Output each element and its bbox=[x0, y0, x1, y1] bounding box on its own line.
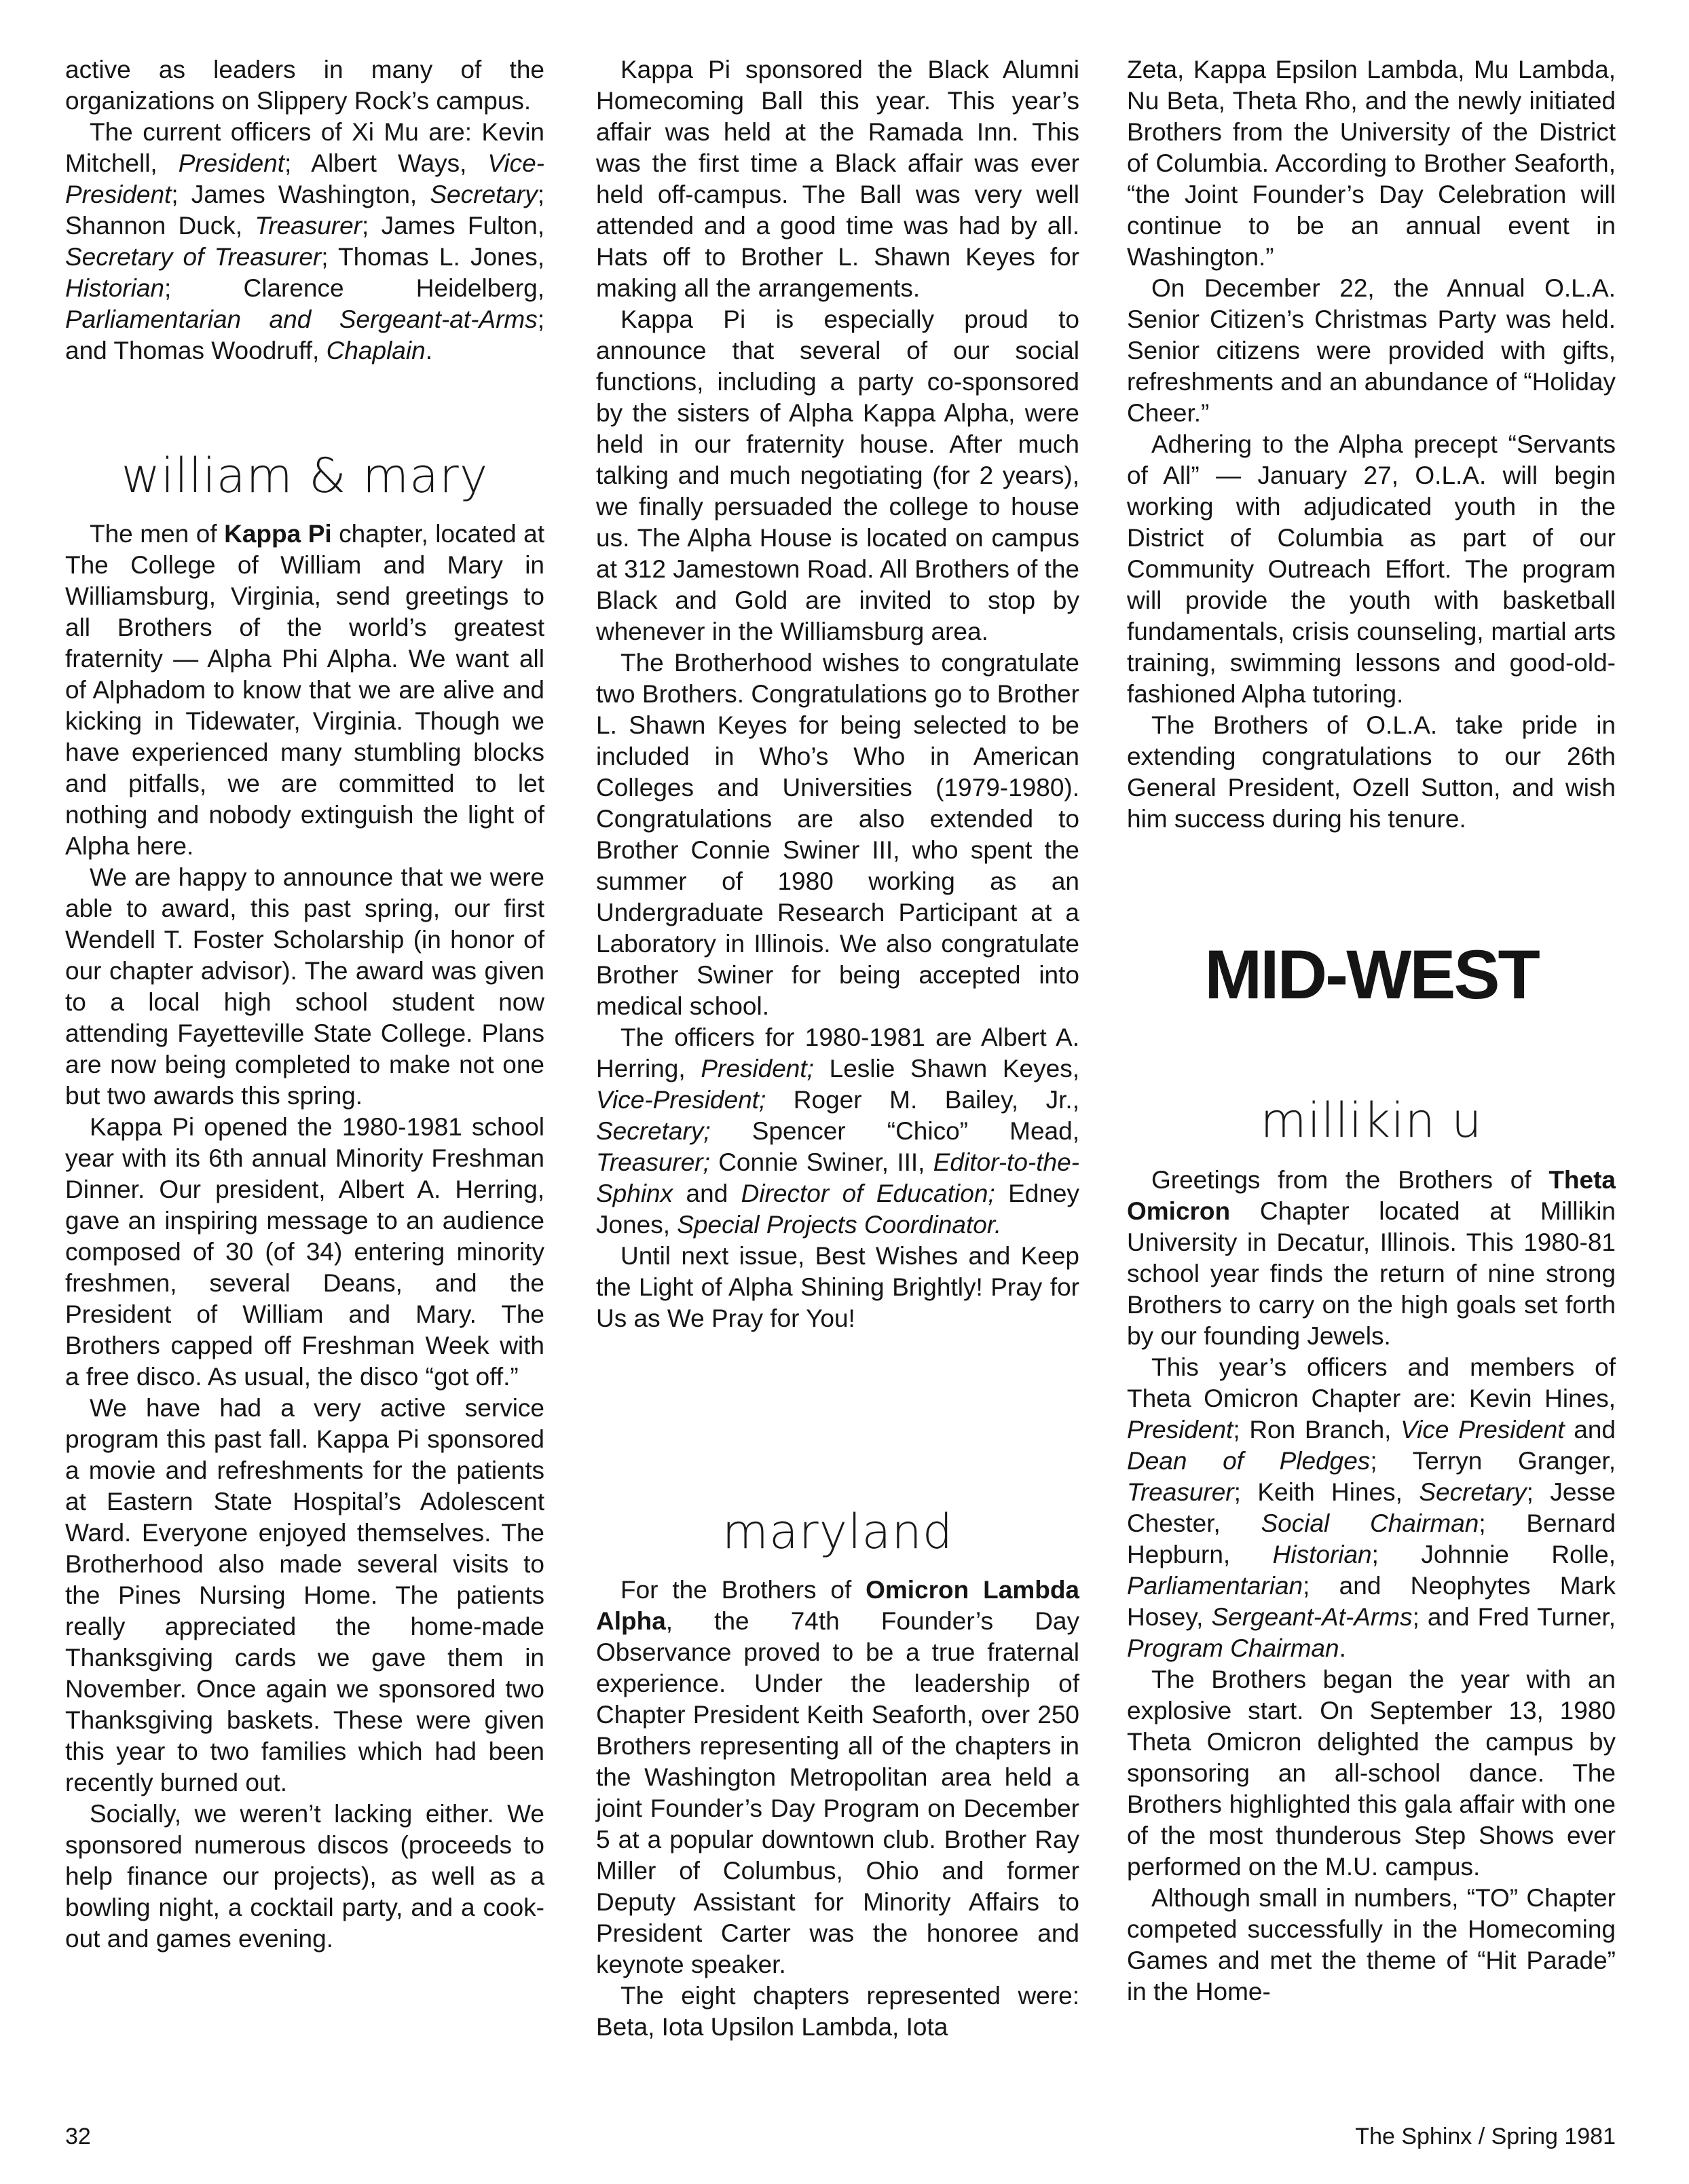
text-run: ; Terryn Granger, bbox=[1370, 1447, 1616, 1475]
text-run: We have had a very active service program this past fall. Kappa Pi sponsored a movie and refreshments for the patients at Eastern State Hospital’s Adolescent Ward. Everyone enjoyed themselves. The Brotherhood also made several visits to the Pines Nursing Home. The patients really appreciated the home-made Thanksgiving cards we gave them in November. Once again we sponsored two Thanksgiving baskets. These were given this year to two families which had been recently burned out. bbox=[65, 1394, 544, 1796]
text-run: Socially, we weren’t lacking either. We sponsored numerous discos (proceeds to help finance our projects), as well as a bowling night, a cocktail party, and a cook-out and games evening. bbox=[65, 1800, 544, 1953]
paragraph bbox=[596, 647, 1079, 1022]
text-run: The eight chapters represented were: Beta, Iota Upsilon Lambda, Iota bbox=[596, 1982, 1079, 2041]
text-run: Adhering to the Alpha precept “Servants of All” — January 27, O.L.A. will begin working with adjudicated youth in the District of Columbia as part of our Community Outreach Effort. The program will provide the youth with basketball fundamentals, crisis counseling, martial arts training, swimming lessons and good-old-fashioned Alpha tutoring. bbox=[1127, 430, 1616, 708]
italic-text: Chaplain bbox=[326, 337, 426, 364]
text-run: The men of bbox=[90, 520, 225, 548]
italic-text: Secretary bbox=[1419, 1478, 1527, 1506]
text-run: Chapter located at Millikin University in Decatur, Illinois. This 1980-81 school year finds the return of nine strong Brothers to carry on the high goals set forth by our founding Jewels. bbox=[1127, 1197, 1616, 1350]
paragraph bbox=[596, 1022, 1079, 1241]
text-run: Leslie Shawn Keyes, bbox=[813, 1055, 1079, 1082]
column-left bbox=[65, 54, 544, 1955]
italic-text: Editor-to-the-Sphinx bbox=[596, 1148, 1079, 1207]
italic-text: Director of Education; bbox=[741, 1180, 995, 1207]
text-run: ; Jesse Chester, bbox=[1127, 1478, 1616, 1537]
paragraph bbox=[596, 304, 1079, 647]
paragraph bbox=[596, 54, 1079, 304]
italic-text: Treasurer bbox=[1127, 1478, 1234, 1506]
section-heading-millikin-u: millikin u bbox=[1260, 1093, 1483, 1148]
region-heading-mid-west: MID-WEST bbox=[1204, 936, 1538, 1013]
text-run: The Brothers of O.L.A. take pride in extending congratulations to our 26th General President, Ozell Sutton, and wish him success during his tenure. bbox=[1127, 711, 1616, 833]
text-run: Although small in numbers, “TO” Chapter competed successfully in the Homecoming Games and met the theme of “Hit Parade” in the Home- bbox=[1127, 1884, 1616, 2006]
italic-text: President bbox=[178, 149, 285, 177]
text-run: Connie Swiner, III, bbox=[709, 1148, 933, 1176]
text-run: chapter, located at The College of William and Mary in Williamsburg, Virginia, send greetings to all Brothers of the world’s greatest fraternity — Alpha Phi Alpha. We want all of Alphadom to know that we are alive and kicking in Tidewater, Virginia. Though we have experienced many stumbling blocks and pitfalls, we are committed to let nothing and nobody extinguish the light of Alpha here. bbox=[65, 520, 544, 860]
text-run: . bbox=[425, 337, 432, 364]
publication-footer: The Sphinx / Spring 1981 bbox=[1355, 2124, 1616, 2149]
text-run: Spencer “Chico” Mead, bbox=[710, 1117, 1079, 1145]
paragraph bbox=[65, 519, 544, 862]
paragraph bbox=[65, 117, 544, 366]
text-run: ; James Fulton, bbox=[362, 212, 544, 240]
italic-text: Historian bbox=[1272, 1541, 1372, 1568]
section-heading-maryland: maryland bbox=[722, 1504, 954, 1560]
text-run: On December 22, the Annual O.L.A. Senior Citizen’s Christmas Party was held. Senior citizens were provided with gifts, refreshments and an abundance of “Holiday Cheer.” bbox=[1127, 274, 1616, 427]
italic-text: Treasurer bbox=[255, 212, 362, 240]
paragraph bbox=[1127, 429, 1616, 710]
text-run: We are happy to announce that we were able to award, this past spring, our first Wendell T. Foster Scholarship (in honor of our chapter advisor). The award was given to a local high school student now attending Fayetteville State College. Plans are now being completed to make not one but two awards this spring. bbox=[65, 863, 544, 1110]
page-number: 32 bbox=[65, 2124, 91, 2149]
italic-text: Secretary; bbox=[596, 1117, 711, 1145]
italic-text: President bbox=[1127, 1416, 1233, 1444]
italic-text: Secretary of Treasurer bbox=[65, 243, 322, 271]
text-run: . bbox=[1339, 1634, 1346, 1662]
paragraph bbox=[1127, 1165, 1616, 1352]
text-run: , the 74th Founder’s Day Observance proved to be a true fraternal experience. Under the leadership of Chapter President Keith Seaforth, over 250 Brothers representing all of the chapters in the Washington Metropolitan area held a joint Founder’s Day Program on December 5 at a popular downtown club. Brother Ray Miller of Columbus, Ohio and former Deputy Assistant for Minority Affairs to President Carter was the honoree and keynote speaker. bbox=[596, 1607, 1079, 1978]
paragraph bbox=[65, 1112, 544, 1393]
section-heading-william-mary: william & mary bbox=[121, 448, 489, 504]
paragraph bbox=[65, 1799, 544, 1955]
text-run: and bbox=[673, 1180, 741, 1207]
text-run: ; Ron Branch, bbox=[1233, 1416, 1401, 1444]
italic-text: Parliamentarian bbox=[1127, 1572, 1303, 1600]
text-run: This year’s officers and members of Theta Omicron Chapter are: Kevin Hines, bbox=[1127, 1353, 1616, 1412]
paragraph bbox=[1127, 273, 1616, 429]
paragraph bbox=[1127, 1883, 1616, 2008]
paragraph bbox=[596, 1980, 1079, 2043]
text-run: and bbox=[1564, 1416, 1616, 1444]
text-run: Edney Jones, bbox=[596, 1180, 1079, 1239]
italic-text: Special Projects Coordinator. bbox=[677, 1211, 1002, 1239]
paragraph bbox=[65, 862, 544, 1112]
bold-text: Kappa Pi bbox=[224, 520, 332, 548]
italic-text: Sergeant-At-Arms bbox=[1211, 1603, 1413, 1631]
text-run: Roger M. Bailey, Jr., bbox=[766, 1086, 1079, 1114]
text-run: Kappa Pi sponsored the Black Alumni Homecoming Ball this year. This year’s affair was held at the Ramada Inn. This was the first time a Black affair was ever held off-campus. The Ball was very well attended and a good time was had by all. Hats off to Brother L. Shawn Keyes for making all the arrangements. bbox=[596, 56, 1079, 302]
text-run: ; Johnnie Rolle, bbox=[1371, 1541, 1616, 1568]
paragraph bbox=[596, 1241, 1079, 1334]
text-run: The Brothers began the year with an explosive start. On September 13, 1980 Theta Omicron delighted the campus by sponsoring an all-school dance. The Brothers highlighted this gala affair with one of the most thunderous Step Shows ever performed on the M.U. campus. bbox=[1127, 1665, 1616, 1881]
italic-text: Secretary bbox=[430, 181, 538, 208]
text-run: ; Keith Hines, bbox=[1233, 1478, 1419, 1506]
paragraph bbox=[1127, 710, 1616, 835]
paragraph bbox=[1127, 1352, 1616, 1664]
text-run: Until next issue, Best Wishes and Keep the Light of Alpha Shining Brightly! Pray for Us as We Pray for You! bbox=[596, 1242, 1079, 1332]
italic-text: Social Chairman bbox=[1261, 1509, 1479, 1537]
text-run: ; James Washington, bbox=[171, 181, 430, 208]
paragraph bbox=[1127, 1664, 1616, 1883]
italic-text: Dean of Pledges bbox=[1127, 1447, 1371, 1475]
italic-text: Vice-President bbox=[65, 149, 545, 208]
text-run: For the Brothers of bbox=[620, 1576, 866, 1604]
paragraph bbox=[65, 1393, 544, 1799]
column-middle bbox=[596, 54, 1079, 2043]
text-run: Zeta, Kappa Epsilon Lambda, Mu Lambda, Nu Beta, Theta Rho, and the newly initiated Brothers from the University of the District of Columbia. According to Brother Seaforth, “the Joint Founder’s Day Celebration will continue to be an annual event in Washington.” bbox=[1127, 56, 1616, 271]
italic-text: Parliamentarian and Sergeant-at-Arms bbox=[65, 305, 538, 333]
text-run: ; and Fred Turner, bbox=[1412, 1603, 1616, 1631]
text-run: active as leaders in many of the organizations on Slippery Rock’s campus. bbox=[65, 56, 544, 115]
italic-text: President; bbox=[701, 1055, 814, 1082]
text-run: Greetings from the Brothers of bbox=[1151, 1166, 1549, 1194]
text-run: Kappa Pi opened the 1980-1981 school year with its 6th annual Minority Freshman Dinner. Our president, Albert A. Herring, gave an inspiring message to an audience composed of 30 (of 34) entering minority freshmen, several Deans, and the President of William and Mary. The Brothers capped off Freshman Week with a free disco. As usual, the disco “got off.” bbox=[65, 1113, 544, 1391]
paragraph bbox=[596, 1575, 1079, 1980]
text-run: ; Albert Ways, bbox=[284, 149, 488, 177]
text-run: ; and Neophytes Mark Hosey, bbox=[1127, 1572, 1616, 1631]
bold-text: Omicron Lambda Alpha bbox=[596, 1576, 1079, 1635]
text-run: ; Bernard Hepburn, bbox=[1127, 1509, 1616, 1568]
text-run: ; Clarence Heidelberg, bbox=[164, 274, 544, 302]
paragraph bbox=[1127, 54, 1616, 273]
italic-text: Treasurer; bbox=[596, 1148, 710, 1176]
text-run: The current officers of Xi Mu are: Kevin Mitchell, bbox=[65, 118, 544, 177]
text-run: The Brotherhood wishes to congratulate two Brothers. Congratulations go to Brother L. Shawn Keyes for being selected to be included in Who’s Who in American Colleges and Universities (1979-1980). Congratulations are also extended to Brother Connie Swiner III, who spent the summer of 1980 working as an Undergraduate Research Participant at a Laboratory in Illinois. We also congratulate Brother Swiner for being accepted into medical school. bbox=[596, 649, 1079, 1020]
italic-text: Vice President bbox=[1400, 1416, 1565, 1444]
italic-text: Historian bbox=[65, 274, 164, 302]
text-run: ; Shannon Duck, bbox=[65, 181, 544, 240]
text-run: ; Thomas L. Jones, bbox=[321, 243, 544, 271]
text-run: Kappa Pi is especially proud to announce that several of our social functions, including a party co-sponsored by the sisters of Alpha Kappa Alpha, were held in our fraternity house. After much talking and much negotiating (for 2 years), we finally persuaded the college to house us. The Alpha House is located on campus at 312 Jamestown Road. All Brothers of the Black and Gold are invited to stop by whenever in the Williamsburg area. bbox=[596, 305, 1079, 645]
text-run: The officers for 1980-1981 are Albert A. Herring, bbox=[596, 1023, 1079, 1082]
text-run: ; and Thomas Woodruff, bbox=[65, 305, 544, 364]
italic-text: Vice-President; bbox=[596, 1086, 766, 1114]
bold-text: Theta Omicron bbox=[1127, 1166, 1616, 1225]
paragraph bbox=[65, 54, 544, 117]
column-right bbox=[1127, 54, 1616, 2008]
italic-text: Program Chairman bbox=[1127, 1634, 1339, 1662]
